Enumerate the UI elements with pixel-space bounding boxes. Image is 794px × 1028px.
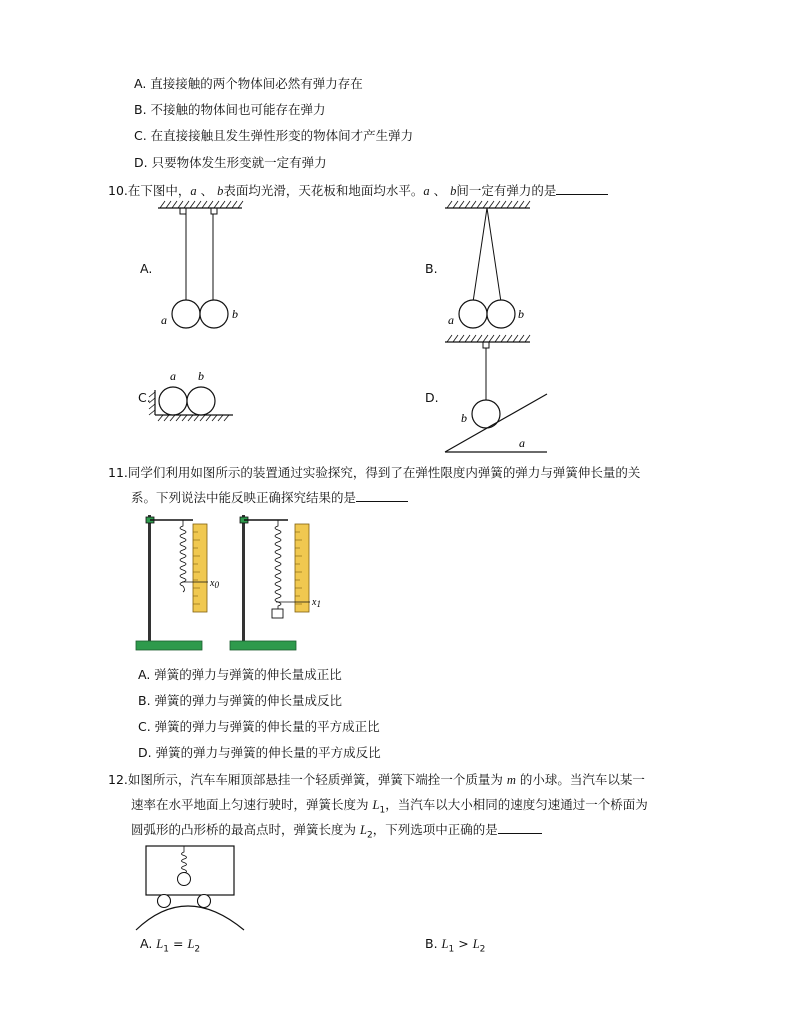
q10-figure-b: [440, 200, 540, 330]
q9-option-a: A. 直接接触的两个物体间必然有弹力存在: [134, 76, 363, 91]
answer-blank: [356, 489, 408, 502]
ball-b-label: b: [232, 307, 238, 321]
answer-blank: [498, 821, 542, 834]
q12-option-b: B. $L_1 > L_2$: [425, 936, 486, 955]
q9-option-b: B. 不接触的物体间也可能存在弹力: [134, 102, 326, 117]
ball-a-label: a: [161, 313, 167, 327]
q10-figure-a: [150, 200, 260, 330]
q10-figure-c: [148, 366, 238, 426]
ball-a-label: a: [170, 369, 176, 383]
q10-label-d: D.: [425, 390, 439, 405]
ball-b-label: b: [198, 369, 204, 383]
q12-stem-line3: 圆弧形的凸形桥的最高点时，弹簧长度为 $L_2$，下列选项中正确的是: [131, 821, 542, 844]
x0-label: x0: [210, 578, 219, 590]
q11-option-c: C. 弹簧的弹力与弹簧的伸长量的平方成正比: [138, 719, 380, 734]
q9-option-d: D. 只要物体发生形变就一定有弹力: [134, 155, 327, 170]
question-number: 12.: [108, 772, 128, 787]
stand-loaded: [230, 515, 310, 650]
q11-option-d: D. 弹簧的弹力与弹簧的伸长量的平方成反比: [138, 745, 381, 760]
ball-a-label: a: [448, 313, 454, 327]
q11-stem-line1: 11.同学们利用如图所示的装置通过实验探究，得到了在弹性限度内弹簧的弹力与弹簧伸长量的关: [108, 465, 641, 480]
q10-label-b: B.: [425, 261, 438, 276]
question-number: 11.: [108, 465, 128, 480]
stand-unloaded: [136, 515, 208, 650]
q10-label-a: A.: [140, 261, 153, 276]
q10-figure-d: [440, 334, 555, 456]
q10-label-c: C.: [138, 390, 151, 405]
q12-stem-line2: 速率在水平地面上匀速行驶时，弹簧长度为 $L_1$，当汽车以大小相同的速度匀速通过一个桥面为: [131, 797, 648, 816]
x1-label: x1: [312, 597, 321, 609]
ball-b-label: b: [518, 307, 524, 321]
q11-stem-line2: 系。下列说法中能反映正确探究结果的是: [131, 489, 408, 506]
incline-a-label: a: [519, 436, 525, 450]
q11-option-b: B. 弹簧的弹力与弹簧的伸长量成反比: [138, 693, 343, 708]
ball-b-label: b: [461, 411, 467, 425]
q12-option-a: A. $L_1 = L_2$: [140, 936, 201, 955]
q11-spring-apparatus: [138, 510, 338, 655]
answer-blank: [556, 182, 608, 195]
q11-option-a: A. 弹簧的弹力与弹簧的伸长量成正比: [138, 667, 342, 682]
q9-option-c: C. 在直接接触且发生弹性形变的物体间才产生弹力: [134, 128, 414, 143]
question-number: 10.: [108, 183, 128, 198]
q10-stem: 10.在下图中，a 、 b表面均光滑，天花板和地面均水平。a 、 b间一定有弹力的是: [108, 182, 608, 199]
q12-stem-line1: 12.如图所示，汽车车厢顶部悬挂一个轻质弹簧，弹簧下端拴一个质量为 m 的小球。当汽车以某一: [108, 772, 645, 787]
q12-car-bridge-figure: [136, 842, 246, 932]
